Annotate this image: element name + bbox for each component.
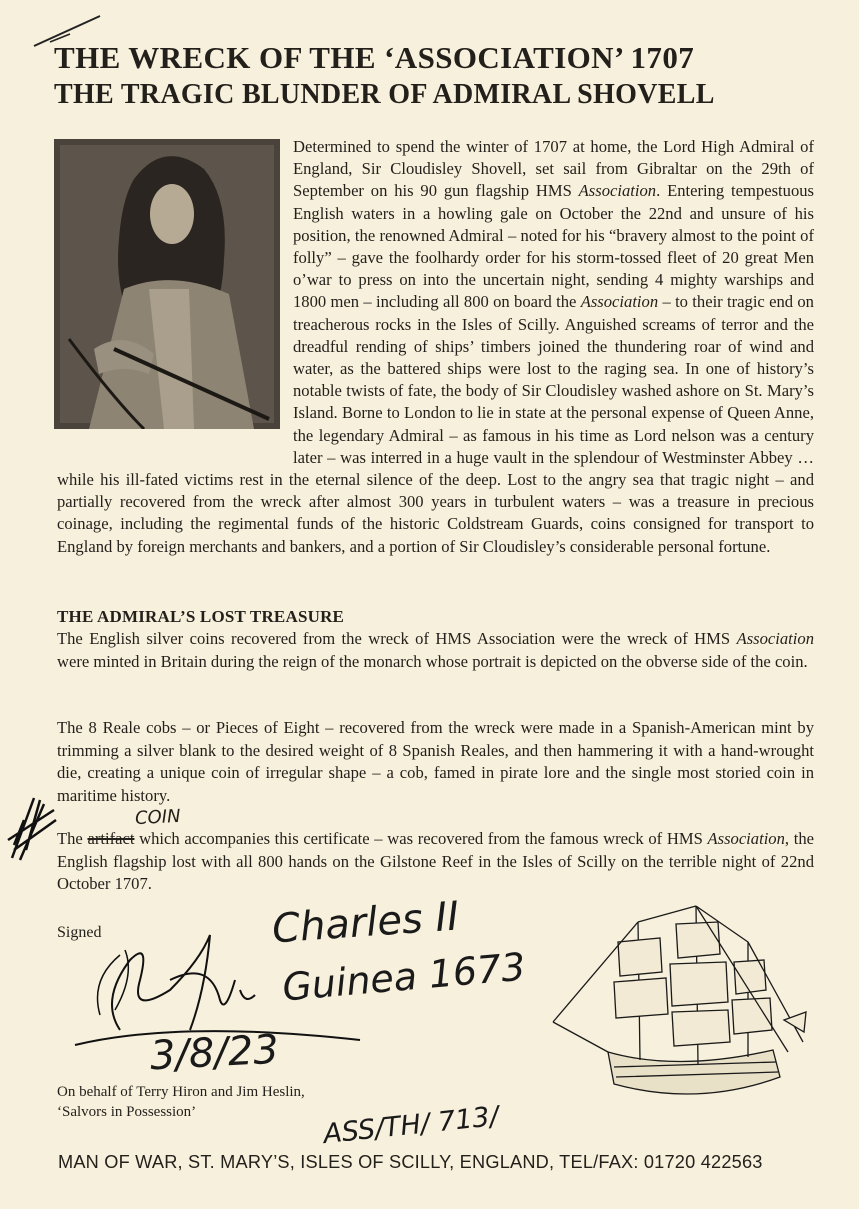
- handwritten-reference: ASS/TH/ 713/: [321, 1100, 501, 1151]
- signed-label: Signed: [57, 924, 102, 941]
- footer-address: MAN OF WAR, ST. MARY’S, ISLES OF SCILLY, ENGLAND, TEL/FAX: 01720 422563: [58, 1152, 763, 1172]
- margin-scribble: [4, 790, 64, 865]
- handwritten-date: 3/8/23: [148, 1026, 280, 1080]
- intro-text: [57, 136, 814, 558]
- ship-illustration: [548, 902, 810, 1114]
- behalf-note: On behalf of Terry Hiron and Jim Heslin, ‘Salvors in Possession’: [57, 1084, 305, 1120]
- document-subtitle: THE TRAGIC BLUNDER OF ADMIRAL SHOVELL: [54, 79, 715, 110]
- document-title: THE WRECK OF THE ‘ASSOCIATION’ 1707: [54, 40, 695, 75]
- handwritten-monarch: Charles II: [270, 893, 461, 953]
- handwritten-coin-correction: COIN: [134, 805, 182, 830]
- treasure-heading: THE ADMIRAL’S LOST TREASURE: [57, 607, 345, 626]
- intro-paragraph: Determined to spend the winter of 1707 at home, the Lord High Admiral of England, Sir Cloudisley Shovell, set sail from Gibraltar on the 29th of September on his 90 gun flagship HMS Association. Entering tempestuous English waters in a howling gale on October the 22nd and unsure of his position, the renowned Admiral – noted for his “bravery almost to the point of folly” – gave the foolhardy order for his storm-tossed fleet of 20 great Men o’war to press on into the uncertain night, sending 4 mighty warships and 1800 men – including all 800 on board the Association – to their tragic end on treacherous rocks in the Isles of Scilly. Anguished screams of terror and the dreadful rending of ships’ timbers joined the thundering roar of wind and water, as the battered ships were lost to the raging sea. In one of history’s notable twists of fate, the body of Sir Cloudisley washed ashore on St. Mary’s Island. Borne to London to lie in state at the personal expense of Queen Anne, the legendary Admiral – as famous in his time as Lord nelson was a century later – was interred in a huge vault in the splendour of Westminster Abbey … while his ill-fated victims rest in the eternal silence of the deep. Lost to the angry sea that tragic night – and partially recovered from the wreck after almost 300 years in turbulent waters – was a treasure in precious coinage, including the regimental funds of the historic Coldstream Guards, coins consigned for transport to England by foreign merchants and bankers, and a portion of Sir Cloudisley’s considerable personal fortune.: [57, 137, 815, 556]
- treasure-paragraph-2: The 8 Reale cobs – or Pieces of Eight – recovered from the wreck were made in a Spanish-American mint by trimming a silver blank to the desired weight of 8 Spanish Reales, and then hammering it with a hand-wrought die, creating a unique coin of irregular shape – a cob, famed in pirate lore and the single most storied coin in maritime history.: [57, 718, 814, 805]
- treasure-paragraph-1: The English silver coins recovered from the wreck of HMS Association were the wreck of HMS Association were minted in Britain during the reign of the monarch whose portrait is depicted on the obverse side of the coin.: [57, 629, 814, 671]
- treasure-paragraph-3: The artifact which accompanies this certificate – was recovered from the famous wreck of HMS Association, the English flagship lost with all 800 hands on the Gilstone Reef in the Isles of Scilly on the terrible night of 22nd October 1707.: [57, 829, 814, 893]
- handwritten-coin-type: Guinea 1673: [280, 944, 528, 1010]
